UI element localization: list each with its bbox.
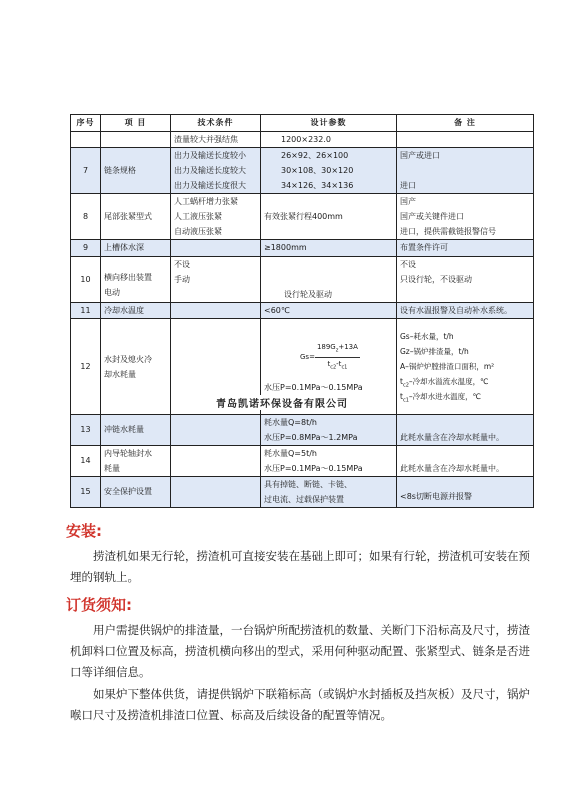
row-item (101, 319, 171, 415)
cell-line: 人工蜗杆增力张紧 (174, 197, 238, 206)
install-text: 捞渣机如果无行轮，捞渣机可直接安装在基础上即可；如果有行轮，捞渣机可安装在预埋的钢轨上。 (70, 549, 530, 584)
cell-line: 水压P=0.8MPa～1.2MPa (264, 433, 358, 442)
cell-line: 手动 (174, 275, 190, 284)
table-row (71, 148, 534, 194)
cell-line (264, 272, 393, 287)
formula-text: +13A (338, 343, 358, 352)
row-item (101, 446, 171, 477)
formula-fraction (315, 341, 360, 373)
row-item: 冲链水耗量 (101, 415, 171, 446)
cell-line: 内导轮轴封水 (104, 449, 152, 458)
table-cell (397, 194, 534, 240)
table-cell (261, 477, 397, 508)
note-text: t (400, 392, 403, 401)
table-cell: 布置条件许可 (397, 240, 534, 257)
formula-sub: c1 (341, 363, 348, 370)
cell-line: <8s切断电源并报警 (400, 491, 472, 501)
table-row (71, 477, 534, 508)
table-row (71, 415, 534, 446)
table-cell (171, 257, 261, 303)
cell-line (400, 374, 530, 389)
cell-line: 耗水量Q=8t/h (264, 418, 317, 427)
table-cell (397, 477, 534, 508)
row-number: 15 (71, 477, 101, 508)
cell-line: 水压P=0.1MPa～0.15MPa (264, 464, 363, 473)
cell-line (174, 287, 257, 302)
cell-line: 耗量 (104, 464, 120, 473)
note-text: –冷却水溢流水温度，℃ (408, 377, 489, 386)
table-cell: 有效张紧行程400mm (261, 194, 397, 240)
formula-text: -t (336, 359, 342, 368)
table-cell (171, 148, 261, 194)
table-cell: 1200×232.0 (261, 132, 397, 148)
formula-denominator (315, 358, 360, 373)
table-cell (261, 446, 397, 477)
formula-text: t (327, 359, 331, 368)
order-paragraph-1: 用户需提供锅炉的排渣量，一台锅炉所配捞渣机的数量、关断门下沿标高及尺寸，捞渣机卸料口位置及标高，捞渣机横向移出的型式，采用何种驱动配置、张紧型式、链条是否进口等详细信息。 (70, 623, 530, 679)
cell-line: 具有掉链、断链、卡链、 (264, 480, 352, 489)
row-number: 13 (71, 415, 101, 446)
cell-line: 进口 (400, 181, 416, 190)
row-item: 冷却水温度 (101, 303, 171, 319)
table-cell (397, 415, 534, 446)
table-row (71, 240, 534, 257)
table-row (71, 446, 534, 477)
cell-line: 出力及输送长度较大 (174, 166, 246, 175)
table-cell (397, 319, 534, 415)
formula-sub: z (335, 347, 339, 354)
table-row (71, 132, 534, 148)
cell-line: 国产 (400, 197, 416, 206)
order-title: 订货须知: (66, 596, 132, 614)
spec-table (70, 114, 534, 508)
cell-line (400, 287, 530, 302)
cell-line: 此耗水量含在冷却水耗量中。 (400, 464, 504, 473)
cell-line: 自动液压张紧 (174, 227, 222, 236)
table-cell (397, 148, 534, 194)
cell-line: 横向移出装置 (104, 272, 152, 282)
formula-numerator (315, 341, 360, 357)
row-number: 11 (71, 303, 101, 319)
cell-line: 设行轮及驱动 (284, 290, 332, 299)
cell-line (400, 446, 530, 461)
cell-line: 26×92、26×100 (281, 151, 349, 160)
table-cell (397, 446, 534, 477)
note-text: –冷却水进水温度，℃ (408, 392, 482, 401)
cell-line: 此耗水量含在冷却水耗量中。 (400, 433, 504, 442)
formula-text: 189G (316, 343, 336, 352)
cell-line: 人工液压张紧 (174, 212, 222, 221)
cell-line: A–锅炉炉膛排渣口面积，m² (400, 362, 495, 371)
table-cell: 设有水温报警及自动补水系统。 (397, 303, 534, 319)
table-cell (261, 415, 397, 446)
header-note: 备 注 (397, 115, 534, 132)
formula (264, 338, 393, 376)
install-title: 安装: (66, 522, 102, 540)
table-cell: 渣量较大并强结焦 (171, 132, 261, 148)
cell-line (400, 163, 530, 178)
cell-line: 不设 (400, 260, 416, 269)
row-number: 7 (71, 148, 101, 194)
header-condition: 技术条件 (171, 115, 261, 132)
formula-sub: c2 (330, 363, 337, 370)
cell-line (400, 415, 530, 430)
cell-line: 进口，提供需截链报警信号 (400, 227, 496, 236)
cell-line: 34×126、34×136 (281, 181, 354, 190)
row-number: 8 (71, 194, 101, 240)
table-cell: ≥1800mm (261, 240, 397, 257)
row-item: 安全保护设置 (101, 477, 171, 508)
row-item (101, 257, 171, 303)
table-cell (397, 257, 534, 303)
cell-line: 水封及熄火冷 (104, 354, 152, 364)
cell-line: 耗水量Q=5t/h (264, 449, 317, 458)
cell-line: 却水耗量 (104, 369, 136, 379)
cell-line (264, 257, 393, 272)
row-number: 10 (71, 257, 101, 303)
note-text: t (400, 377, 403, 386)
cell-line: 电动 (104, 287, 120, 297)
cell-line (400, 389, 530, 404)
table-row (71, 194, 534, 240)
cell-line: 过电流、过载保护装置 (264, 495, 344, 504)
table-row (71, 303, 534, 319)
order-paragraph-2: 如果炉下整体供货，请提供锅炉下联箱标高（或锅炉水封插板及挡灰板）及尺寸，锅炉喉口尺寸及捞渣机排渣口位置、标高及后续设备的配置等情况。 (70, 687, 530, 722)
cell-line: 水压P=0.1MPa～0.15MPa (264, 383, 363, 392)
table-header-row (71, 115, 534, 132)
table-cell: <60℃ (261, 303, 397, 319)
header-parameter: 设计参数 (261, 115, 397, 132)
header-item: 项 目 (101, 115, 171, 132)
row-item: 上槽体水深 (101, 240, 171, 257)
cell-line: 只设行轮，不设驱动 (400, 275, 472, 284)
table-cell (261, 148, 397, 194)
row-item: 尾部张紧型式 (101, 194, 171, 240)
cell-line: 国产或关键件进口 (400, 212, 464, 221)
row-number: 14 (71, 446, 101, 477)
table-cell (171, 194, 261, 240)
cell-line: Gs–耗水量，t/h (400, 332, 454, 341)
row-number: 12 (71, 319, 101, 415)
cell-line: 不设 (174, 260, 190, 269)
header-no: 序号 (71, 115, 101, 132)
row-number: 9 (71, 240, 101, 257)
cell-line: 国产或进口 (400, 151, 440, 160)
company-watermark: 青岛凯诺环保设备有限公司 (214, 395, 350, 410)
row-item: 链条规格 (101, 148, 171, 194)
cell-line: Gz–锅炉排渣量，t/h (400, 347, 469, 356)
table-row (71, 257, 534, 303)
formula-lhs: Gs= (300, 353, 315, 361)
cell-line: 出力及输送长度很大 (174, 181, 246, 190)
note-sub: c1 (402, 397, 409, 404)
cell-line: 30×108、30×120 (281, 166, 354, 175)
note-sub: c2 (402, 382, 409, 389)
table-cell (261, 257, 397, 303)
cell-line: 出力及输送长度较小 (174, 151, 246, 160)
